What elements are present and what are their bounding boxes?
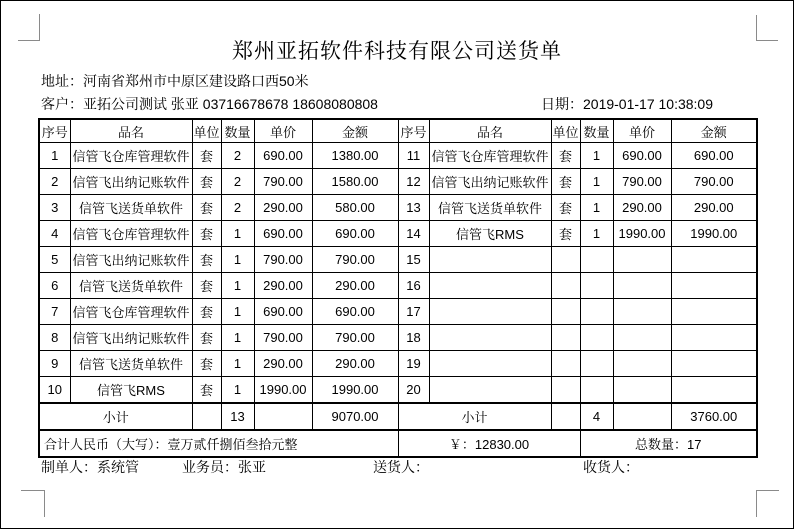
cell-product-name: 信管飞RMS — [70, 377, 192, 404]
cell-quantity: 1 — [221, 351, 254, 377]
cell-unit-price: 790.00 — [254, 325, 312, 351]
cell-product-name: 信管飞送货单软件 — [70, 351, 192, 377]
cell-unit-price — [613, 247, 671, 273]
cell-amount: 290.00 — [671, 195, 757, 221]
cell-unit: 套 — [551, 195, 580, 221]
subtotal-price-empty-right — [613, 403, 671, 430]
receiver-field: 收货人： — [583, 459, 639, 475]
cell-product-name — [429, 247, 551, 273]
cell-product-name: 信管飞仓库管理软件 — [70, 299, 192, 325]
cell-unit-price: 690.00 — [254, 221, 312, 247]
column-header: 数量 — [221, 119, 254, 143]
subtotal-label-right: 小计 — [398, 403, 551, 430]
cell-product-name: 信管飞出纳记账软件 — [429, 169, 551, 195]
cell-amount — [671, 377, 757, 404]
cell-row-number: 9 — [39, 351, 70, 377]
column-header: 品名 — [70, 119, 192, 143]
cell-unit-price — [613, 325, 671, 351]
cell-unit: 套 — [192, 351, 221, 377]
cell-amount: 690.00 — [312, 221, 398, 247]
cell-quantity: 1 — [221, 221, 254, 247]
cell-product-name: 信管飞仓库管理软件 — [429, 143, 551, 169]
subtotal-amount-left: 9070.00 — [312, 403, 398, 430]
customer-line: 客户：亚拓公司测试 张亚 03716678678 18608080808 — [41, 96, 378, 112]
cell-quantity: 2 — [221, 195, 254, 221]
cell-unit-price: 790.00 — [254, 247, 312, 273]
cell-row-number: 6 — [39, 273, 70, 299]
cell-quantity: 1 — [221, 247, 254, 273]
cell-amount: 1990.00 — [312, 377, 398, 404]
table-row — [39, 221, 757, 247]
cell-product-name — [429, 273, 551, 299]
cell-quantity: 1 — [580, 169, 613, 195]
cell-product-name: 信管飞送货单软件 — [70, 195, 192, 221]
table-row — [39, 169, 757, 195]
cell-amount: 1990.00 — [671, 221, 757, 247]
column-header: 金额 — [312, 119, 398, 143]
table-row — [39, 325, 757, 351]
cell-unit — [551, 351, 580, 377]
cell-quantity: 1 — [221, 299, 254, 325]
items-table — [38, 118, 758, 458]
table-row — [39, 299, 757, 325]
cell-unit: 套 — [192, 221, 221, 247]
table-row — [39, 143, 757, 169]
cell-amount: 790.00 — [671, 169, 757, 195]
cell-unit: 套 — [551, 221, 580, 247]
cell-unit — [551, 325, 580, 351]
cell-amount: 1580.00 — [312, 169, 398, 195]
cell-unit-price: 1990.00 — [613, 221, 671, 247]
cell-product-name: 信管飞送货单软件 — [70, 273, 192, 299]
cell-amount — [671, 247, 757, 273]
table-row — [39, 273, 757, 299]
address-line: 地址：河南省郑州市中原区建设路口西50米 — [41, 73, 309, 89]
cell-row-number: 18 — [398, 325, 429, 351]
cell-unit: 套 — [192, 299, 221, 325]
date-line: 日期：2019-01-17 10:38:09 — [541, 96, 713, 112]
cell-row-number: 17 — [398, 299, 429, 325]
cell-row-number: 13 — [398, 195, 429, 221]
cell-unit-price — [613, 273, 671, 299]
column-header: 单位 — [551, 119, 580, 143]
cell-quantity: 1 — [580, 221, 613, 247]
cell-unit-price: 1990.00 — [254, 377, 312, 404]
cell-amount: 1380.00 — [312, 143, 398, 169]
cell-product-name: 信管飞仓库管理软件 — [70, 221, 192, 247]
cell-product-name: 信管飞RMS — [429, 221, 551, 247]
column-header: 序号 — [39, 119, 70, 143]
cell-row-number: 5 — [39, 247, 70, 273]
cell-amount — [671, 273, 757, 299]
page-title: 郑州亚拓软件科技有限公司送货单 — [232, 40, 562, 63]
cell-amount: 690.00 — [671, 143, 757, 169]
cell-row-number: 7 — [39, 299, 70, 325]
cell-unit-price — [613, 351, 671, 377]
cell-unit: 套 — [192, 247, 221, 273]
cell-unit-price: 290.00 — [254, 351, 312, 377]
cell-amount: 690.00 — [312, 299, 398, 325]
subtotal-qty-right: 4 — [580, 403, 613, 430]
table-header-row — [39, 119, 757, 143]
cell-unit-price — [613, 299, 671, 325]
cell-unit — [551, 377, 580, 404]
total-quantity: 总数量：17 — [580, 430, 757, 457]
cell-unit: 套 — [192, 195, 221, 221]
cell-quantity: 1 — [580, 195, 613, 221]
cell-unit-price: 290.00 — [254, 273, 312, 299]
cell-quantity — [580, 299, 613, 325]
cell-amount: 290.00 — [312, 273, 398, 299]
column-header: 序号 — [398, 119, 429, 143]
column-header: 金额 — [671, 119, 757, 143]
cell-row-number: 3 — [39, 195, 70, 221]
subtotal-unit-empty-right — [551, 403, 580, 430]
cell-unit: 套 — [192, 143, 221, 169]
cell-unit-price — [613, 377, 671, 404]
cell-quantity: 2 — [221, 169, 254, 195]
table-row — [39, 247, 757, 273]
cell-unit-price: 790.00 — [613, 169, 671, 195]
cell-unit-price: 290.00 — [254, 195, 312, 221]
cell-quantity — [580, 247, 613, 273]
cell-unit-price: 690.00 — [254, 299, 312, 325]
total-row — [39, 430, 757, 457]
cell-amount — [671, 325, 757, 351]
cell-row-number: 10 — [39, 377, 70, 404]
cell-unit: 套 — [551, 169, 580, 195]
table-row — [39, 377, 757, 404]
cell-row-number: 16 — [398, 273, 429, 299]
total-amount-in-words: 合计人民币（大写）：壹万贰仟捌佰叁拾元整 — [39, 430, 398, 457]
maker-field: 制单人：系统管 — [41, 459, 139, 475]
cell-unit: 套 — [551, 143, 580, 169]
cell-amount: 790.00 — [312, 247, 398, 273]
column-header: 数量 — [580, 119, 613, 143]
cell-quantity: 1 — [221, 273, 254, 299]
cell-quantity — [580, 273, 613, 299]
column-header: 品名 — [429, 119, 551, 143]
cell-row-number: 15 — [398, 247, 429, 273]
cell-row-number: 20 — [398, 377, 429, 404]
cell-unit-price: 790.00 — [254, 169, 312, 195]
cell-quantity — [580, 377, 613, 404]
total-amount: ￥：12830.00 — [398, 430, 580, 457]
cell-row-number: 12 — [398, 169, 429, 195]
column-header: 单价 — [613, 119, 671, 143]
cell-unit — [551, 247, 580, 273]
cell-unit-price: 690.00 — [254, 143, 312, 169]
cell-product-name — [429, 351, 551, 377]
cell-row-number: 4 — [39, 221, 70, 247]
cell-quantity: 1 — [580, 143, 613, 169]
cell-quantity — [580, 351, 613, 377]
salesman-field: 业务员：张亚 — [182, 459, 266, 475]
margin-corner-mark-bottom-right-icon — [756, 490, 779, 517]
subtotal-unit-empty-left — [192, 403, 221, 430]
cell-product-name: 信管飞出纳记账软件 — [70, 325, 192, 351]
cell-row-number: 14 — [398, 221, 429, 247]
subtotal-amount-right: 3760.00 — [671, 403, 757, 430]
cell-row-number: 2 — [39, 169, 70, 195]
cell-unit: 套 — [192, 273, 221, 299]
column-header: 单价 — [254, 119, 312, 143]
cell-unit: 套 — [192, 169, 221, 195]
cell-row-number: 1 — [39, 143, 70, 169]
cell-product-name — [429, 299, 551, 325]
subtotal-label-left: 小计 — [39, 403, 192, 430]
cell-amount: 580.00 — [312, 195, 398, 221]
cell-quantity: 1 — [221, 377, 254, 404]
subtotal-qty-left: 13 — [221, 403, 254, 430]
margin-corner-mark-bottom-left-icon — [21, 490, 45, 517]
cell-product-name: 信管飞仓库管理软件 — [70, 143, 192, 169]
subtotal-row — [39, 403, 757, 430]
cell-quantity: 1 — [221, 325, 254, 351]
cell-unit-price: 690.00 — [613, 143, 671, 169]
deliverer-field: 送货人： — [373, 459, 429, 475]
cell-unit — [551, 299, 580, 325]
table-row — [39, 351, 757, 377]
cell-unit: 套 — [192, 325, 221, 351]
cell-row-number: 8 — [39, 325, 70, 351]
cell-unit-price: 290.00 — [613, 195, 671, 221]
cell-amount: 290.00 — [312, 351, 398, 377]
cell-quantity — [580, 325, 613, 351]
cell-product-name: 信管飞出纳记账软件 — [70, 169, 192, 195]
subtotal-price-empty-left — [254, 403, 312, 430]
cell-product-name: 信管飞送货单软件 — [429, 195, 551, 221]
cell-row-number: 11 — [398, 143, 429, 169]
cell-amount — [671, 351, 757, 377]
cell-product-name: 信管飞出纳记账软件 — [70, 247, 192, 273]
cell-row-number: 19 — [398, 351, 429, 377]
cell-amount — [671, 299, 757, 325]
cell-unit — [551, 273, 580, 299]
column-header: 单位 — [192, 119, 221, 143]
table-row — [39, 195, 757, 221]
cell-quantity: 2 — [221, 143, 254, 169]
cell-amount: 790.00 — [312, 325, 398, 351]
cell-product-name — [429, 325, 551, 351]
cell-unit: 套 — [192, 377, 221, 404]
cell-product-name — [429, 377, 551, 404]
